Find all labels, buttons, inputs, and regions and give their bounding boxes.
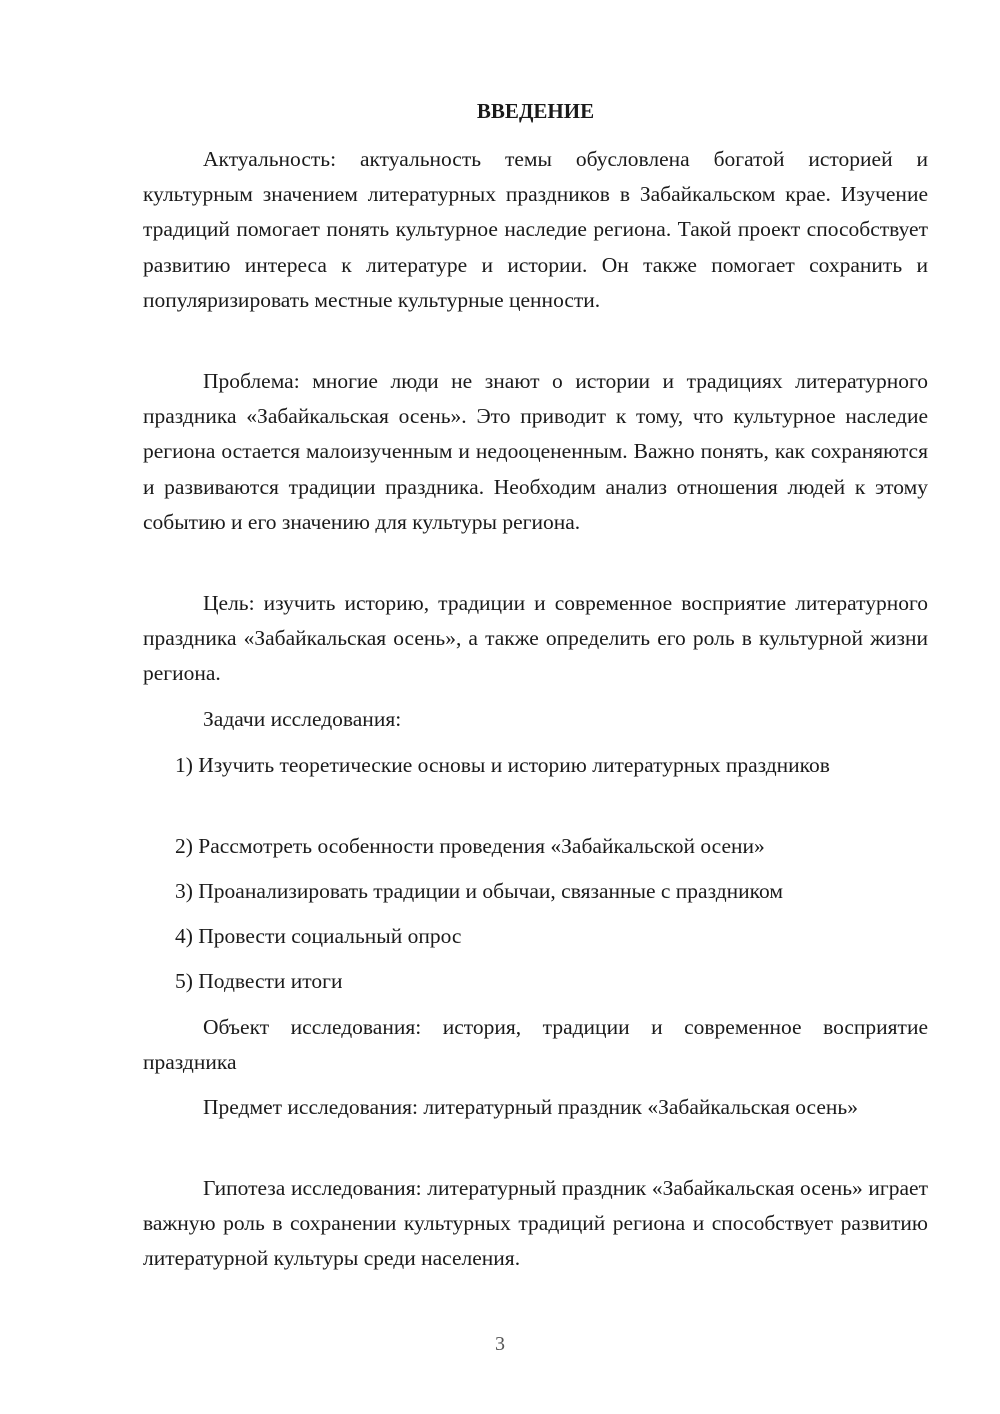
hypothesis-paragraph: Гипотеза исследования: литературный праздник «Забайкальская осень» играет важную роль в сохранении культурных традиций региона и способствует развитию литературной культуры среди населения. (143, 1176, 928, 1271)
task-item-5: 5) Подвести итоги (175, 969, 343, 993)
relevance-paragraph: Актуальность: актуальность темы обусловлена богатой историей и культурным значением литературных праздников в Забайкальском крае. Изучение традиций помогает понять культурное наследие региона. Такой проект способствует развитию интереса к литературе и истории. Он также помогает сохранить и популяризировать местные культурные ценности. (143, 147, 928, 312)
problem-paragraph: Проблема: многие люди не знают о истории и традициях литературного праздника «Забайкальская осень». Это приводит к тому, что культурное наследие региона остается малоизученным и недооцененным. Важно понять, как сохраняются и развиваются традиции праздника. Необходим анализ отношения людей к этому событию и его значению для культуры региона. (143, 369, 928, 534)
goal-paragraph: Цель: изучить историю, традиции и современное восприятие литературного праздника «Забайкальская осень», а также определить его роль в культурной жизни региона. (143, 591, 928, 686)
task-item-2: 2) Рассмотреть особенности проведения «Забайкальской осени» (175, 834, 765, 858)
tasks-heading: Задачи исследования: (203, 707, 402, 731)
page-number: 3 (495, 1333, 505, 1355)
object-paragraph: Объект исследования: история, традиции и современное восприятие праздника (143, 1015, 928, 1075)
task-item-4: 4) Провести социальный опрос (175, 924, 462, 948)
task-item-3: 3) Проанализировать традиции и обычаи, связанные с праздником (175, 879, 783, 903)
subject-paragraph: Предмет исследования: литературный праздник «Забайкальская осень» (203, 1095, 858, 1119)
section-title: ВВЕДЕНИЕ (476, 99, 595, 123)
task-item-1: 1) Изучить теоретические основы и историю литературных праздников (175, 753, 830, 777)
